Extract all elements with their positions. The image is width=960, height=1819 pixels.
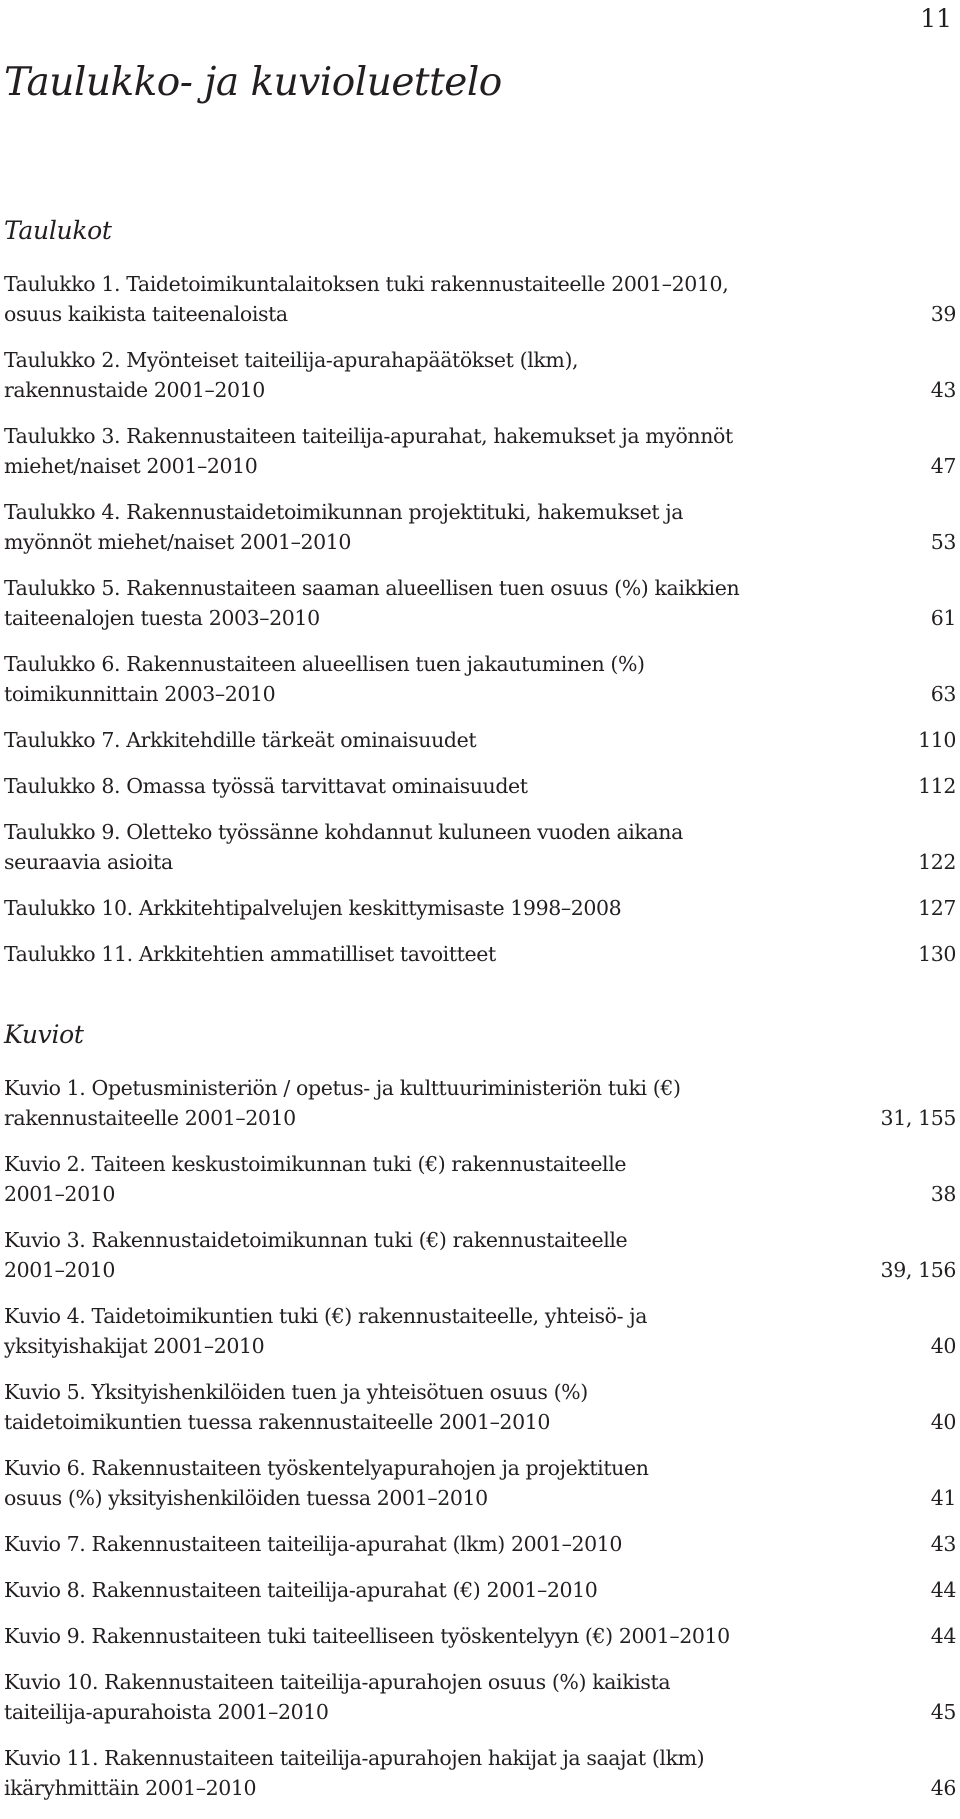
table-entry xyxy=(4,649,956,709)
table-entry-page: 110 xyxy=(918,728,956,752)
figure-entry xyxy=(4,1225,956,1285)
figure-entry-page: 46 xyxy=(930,1776,956,1800)
figure-entry-title: Kuvio 10. Rakennustaiteen taiteilija-apurahojen osuus (%) kaikista taiteilija-apurahoista 2001–2010 xyxy=(4,1670,671,1724)
figure-entry xyxy=(4,1453,956,1513)
tables-list xyxy=(4,269,956,969)
figure-entry-page: 40 xyxy=(930,1334,956,1358)
figure-entry-page: 40 xyxy=(930,1410,956,1434)
table-entry-page: 127 xyxy=(918,896,956,920)
figure-entry-title: Kuvio 6. Rakennustaiteen työskentelyapurahojen ja projektituen osuus (%) yksityishenkilöiden tuessa 2001–2010 xyxy=(4,1456,649,1510)
table-entry xyxy=(4,269,956,329)
table-entry xyxy=(4,817,956,877)
figure-entry-title: Kuvio 1. Opetusministeriön / opetus- ja kulttuuriministeriön tuki (€) rakennustaiteelle 2001–2010 xyxy=(4,1076,681,1130)
table-entry xyxy=(4,345,956,405)
figure-entry xyxy=(4,1529,956,1559)
figure-entry-page: 39, 156 xyxy=(880,1258,956,1282)
table-entry-title: Taulukko 5. Rakennustaiteen saaman alueellisen tuen osuus (%) kaikkien taiteenalojen tuesta 2003–2010 xyxy=(4,576,740,630)
figure-entry-title: Kuvio 7. Rakennustaiteen taiteilija-apurahat (lkm) 2001–2010 xyxy=(4,1532,623,1556)
table-entry-title: Taulukko 6. Rakennustaiteen alueellisen tuen jakautuminen (%) toimikunnittain 2003–2010 xyxy=(4,652,645,706)
table-entry-title: Taulukko 8. Omassa työssä tarvittavat ominaisuudet xyxy=(4,774,528,798)
figure-entry-page: 44 xyxy=(930,1578,956,1602)
table-entry-page: 130 xyxy=(918,942,956,966)
figure-entry-page: 38 xyxy=(930,1182,956,1206)
figure-entry-page: 43 xyxy=(930,1532,956,1556)
page-title: Taulukko- ja kuvioluettelo xyxy=(4,60,502,105)
figure-entry-title: Kuvio 3. Rakennustaidetoimikunnan tuki (€) rakennustaiteelle 2001–2010 xyxy=(4,1228,628,1282)
table-entry-title: Taulukko 10. Arkkitehtipalvelujen keskittymisaste 1998–2008 xyxy=(4,896,622,920)
figure-entry xyxy=(4,1743,956,1803)
figure-entry-page: 45 xyxy=(930,1700,956,1724)
figure-entry xyxy=(4,1073,956,1133)
table-entry-title: Taulukko 4. Rakennustaidetoimikunnan projektituki, hakemukset ja myönnöt miehet/naiset 2001–2010 xyxy=(4,500,684,554)
figure-entry-page: 44 xyxy=(930,1624,956,1648)
table-entry-page: 122 xyxy=(918,850,956,874)
figure-entry xyxy=(4,1149,956,1209)
table-entry-title: Taulukko 2. Myönteiset taiteilija-apurahapäätökset (lkm), rakennustaide 2001–2010 xyxy=(4,348,579,402)
figures-section xyxy=(4,1022,956,1819)
figures-heading: Kuviot xyxy=(4,1020,84,1049)
figure-entry xyxy=(4,1621,956,1651)
table-entry-title: Taulukko 9. Oletteko työssänne kohdannut kuluneen vuoden aikana seuraavia asioita xyxy=(4,820,683,874)
figure-entry-page: 41 xyxy=(930,1486,956,1510)
figure-entry-title: Kuvio 9. Rakennustaiteen tuki taiteelliseen työskentelyyn (€) 2001–2010 xyxy=(4,1624,730,1648)
table-entry-page: 53 xyxy=(930,530,956,554)
figure-entry xyxy=(4,1667,956,1727)
figure-entry xyxy=(4,1301,956,1361)
table-entry-title: Taulukko 7. Arkkitehdille tärkeät ominaisuudet xyxy=(4,728,477,752)
figures-list xyxy=(4,1073,956,1803)
figure-entry-title: Kuvio 8. Rakennustaiteen taiteilija-apurahat (€) 2001–2010 xyxy=(4,1578,598,1602)
figure-entry-title: Kuvio 2. Taiteen keskustoimikunnan tuki (€) rakennustaiteelle 2001–2010 xyxy=(4,1152,627,1206)
table-entry xyxy=(4,421,956,481)
figure-entry-title: Kuvio 5. Yksityishenkilöiden tuen ja yhteisötuen osuus (%) taidetoimikuntien tuessa rakennustaiteelle 2001–2010 xyxy=(4,1380,588,1434)
figure-entry-page: 31, 155 xyxy=(880,1106,956,1130)
figure-entry xyxy=(4,1575,956,1605)
table-entry-page: 63 xyxy=(930,682,956,706)
table-entry-page: 112 xyxy=(918,774,956,798)
table-entry-page: 61 xyxy=(930,606,956,630)
table-entry xyxy=(4,939,956,969)
tables-section xyxy=(4,218,956,985)
table-entry-page: 47 xyxy=(930,454,956,478)
figure-entry-title: Kuvio 11. Rakennustaiteen taiteilija-apurahojen hakijat ja saajat (lkm) ikäryhmittäin 2001–2010 xyxy=(4,1746,705,1800)
table-entry-title: Taulukko 11. Arkkitehtien ammatilliset tavoitteet xyxy=(4,942,496,966)
table-entry-page: 43 xyxy=(930,378,956,402)
figure-entry-title: Kuvio 4. Taidetoimikuntien tuki (€) rakennustaiteelle, yhteisö- ja yksityishakijat 2001–2010 xyxy=(4,1304,648,1358)
page-number: 11 xyxy=(920,4,952,33)
figure-entry xyxy=(4,1377,956,1437)
table-entry-title: Taulukko 1. Taidetoimikuntalaitoksen tuki rakennustaiteelle 2001–2010, osuus kaikista taiteenaloista xyxy=(4,272,729,326)
table-entry xyxy=(4,497,956,557)
table-entry-title: Taulukko 3. Rakennustaiteen taiteilija-apurahat, hakemukset ja myönnöt miehet/naiset 2001–2010 xyxy=(4,424,733,478)
table-entry xyxy=(4,725,956,755)
table-entry xyxy=(4,771,956,801)
tables-heading: Taulukot xyxy=(4,216,112,245)
table-entry xyxy=(4,893,956,923)
table-entry-page: 39 xyxy=(930,302,956,326)
table-entry xyxy=(4,573,956,633)
